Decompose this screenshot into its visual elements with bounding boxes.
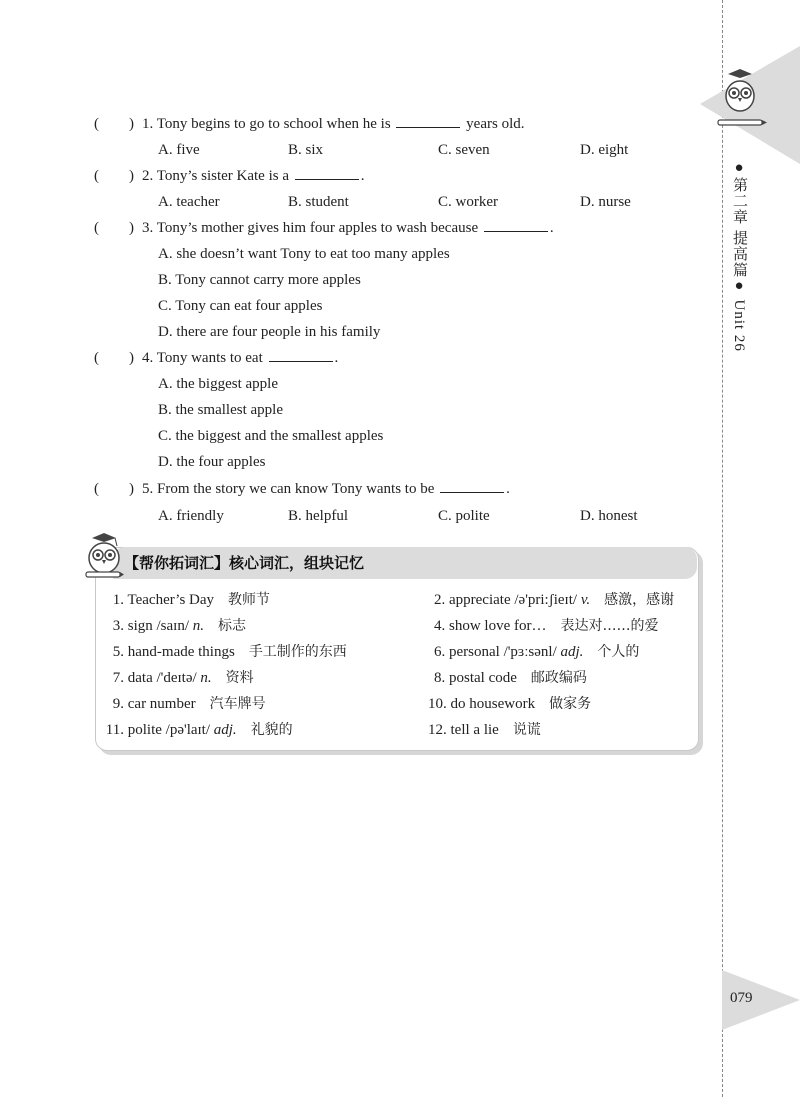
vocab-title: 【帮你拓词汇】核心词汇，组块记忆 bbox=[124, 554, 365, 572]
option-a[interactable]: A. the biggest apple bbox=[158, 376, 278, 392]
option-b[interactable]: B. the smallest apple bbox=[158, 402, 283, 418]
question-5 bbox=[0, 477, 700, 501]
option-c[interactable]: C. Tony can eat four apples bbox=[158, 298, 323, 314]
vocab-item: 1. Teacher’s Day 教师节 bbox=[112, 592, 271, 608]
option-d[interactable]: D. there are four people in his family bbox=[158, 324, 381, 340]
question-2 bbox=[0, 164, 700, 188]
answer-blank[interactable] bbox=[396, 113, 460, 128]
vocab-item: 3. sign /saɪn/ n. 标志 bbox=[112, 618, 247, 634]
question-4 bbox=[0, 346, 700, 370]
option-a[interactable]: A. she doesn’t want Tony to eat too many apples bbox=[158, 246, 450, 262]
option-d[interactable]: D. the four apples bbox=[158, 454, 266, 470]
answer-paren-close: ) bbox=[129, 481, 134, 497]
page-number: 079 bbox=[730, 990, 753, 1006]
vocab-item: 6. personal /'pɜːsənl/ adj. 个人的 bbox=[434, 644, 640, 660]
corner-triangle-owl-icon bbox=[700, 46, 800, 164]
vocab-item: 12. tell a lie 说谎 bbox=[428, 722, 541, 738]
option-d[interactable]: D. honest bbox=[580, 508, 638, 524]
answer-paren-open: ( bbox=[94, 116, 99, 132]
option-a[interactable]: A. teacher bbox=[158, 194, 220, 210]
question-stem: 2. Tony’s sister Kate is a . bbox=[142, 164, 365, 188]
question-stem: 3. Tony’s mother gives him four apples to wash because . bbox=[142, 216, 554, 240]
option-d[interactable]: D. eight bbox=[580, 142, 629, 158]
option-a[interactable]: A. friendly bbox=[158, 508, 224, 524]
option-b[interactable]: B. student bbox=[288, 194, 349, 210]
answer-blank[interactable] bbox=[269, 347, 333, 362]
question-stem: 4. Tony wants to eat . bbox=[142, 346, 338, 370]
vocab-item: 7. data /'deɪtə/ n. 资料 bbox=[112, 670, 254, 686]
option-d[interactable]: D. nurse bbox=[580, 194, 631, 210]
question-stem: 1. Tony begins to go to school when he is years old. bbox=[142, 112, 525, 136]
answer-blank[interactable] bbox=[295, 165, 359, 180]
option-a[interactable]: A. five bbox=[158, 142, 200, 158]
option-b[interactable]: B. helpful bbox=[288, 508, 348, 524]
answer-paren-open: ( bbox=[94, 481, 99, 497]
answer-paren-close: ) bbox=[129, 350, 134, 366]
answer-paren-close: ) bbox=[129, 116, 134, 132]
answer-paren-close: ) bbox=[129, 168, 134, 184]
vocab-item: 8. postal code 邮政编码 bbox=[434, 670, 587, 686]
option-c[interactable]: C. worker bbox=[438, 194, 498, 210]
question-3 bbox=[0, 216, 700, 240]
answer-paren-open: ( bbox=[94, 168, 99, 184]
answer-paren-open: ( bbox=[94, 220, 99, 236]
option-b[interactable]: B. Tony cannot carry more apples bbox=[158, 272, 361, 288]
vocab-item: 5. hand-made things 手工制作的东西 bbox=[112, 644, 347, 660]
vocab-item: 10. do housework 做家务 bbox=[428, 696, 592, 712]
option-c[interactable]: C. polite bbox=[438, 508, 490, 524]
answer-blank[interactable] bbox=[484, 217, 548, 232]
question-stem: 5. From the story we can know Tony wants to be . bbox=[142, 477, 510, 501]
answer-paren-open: ( bbox=[94, 350, 99, 366]
answer-blank[interactable] bbox=[440, 478, 504, 493]
margin-dashed-line bbox=[722, 0, 723, 1097]
vocab-item: 4. show love for… 表达对……的爱 bbox=[434, 618, 659, 634]
owl-mascot-icon bbox=[84, 532, 124, 584]
vocab-item: 9. car number 汽车牌号 bbox=[112, 696, 266, 712]
vocab-item: 2. appreciate /ə'pri:ʃieɪt/ v. 感激，感谢 bbox=[434, 592, 675, 608]
option-b[interactable]: B. six bbox=[288, 142, 324, 158]
option-c[interactable]: C. seven bbox=[438, 142, 490, 158]
vocab-item: 11. polite /pə'laɪt/ adj. 礼貌的 bbox=[105, 722, 293, 738]
option-c[interactable]: C. the biggest and the smallest apples bbox=[158, 428, 384, 444]
question-1 bbox=[0, 112, 700, 136]
chapter-side-label: ●第二章 提高篇● Unit 26 bbox=[731, 160, 747, 352]
answer-paren-close: ) bbox=[129, 220, 134, 236]
